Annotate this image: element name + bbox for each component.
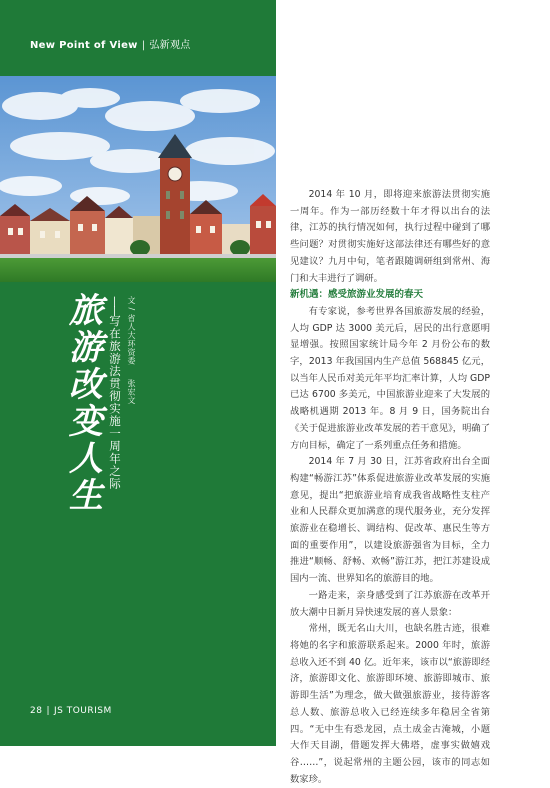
- article-paragraph: 2014 年 7 月 30 日，江苏省政府出台全面构建“畅游江苏”体系促进旅游业改革发展的实施意见，提出“把旅游业培育成我省战略性支柱产业和人民群众更加满意的现代服务业，充分发挥旅游业在稳增长、调结构、促改革、惠民生等方面的重要作用”，以建设旅游强省为目标，全力推进“顺畅、舒畅、欢畅”游江苏，把江苏建设成国内一流、世界知名的旅游目的地。: [290, 456, 490, 585]
- section-label-cn: 弘新观点: [149, 40, 191, 51]
- page-number: 28: [30, 706, 43, 716]
- section-header: [30, 36, 191, 51]
- section-label-en: New Point of View: [30, 40, 138, 51]
- page-footer: [30, 706, 112, 716]
- article-paragraph: 有专家说，参考世界各国旅游发展的经验，人均 GDP 达 3000 美元后，居民的出行意愿明显增强。按照国家统计局今年 2 月份公布的数字，2013 年我国国内生产总值 568845 亿元，以当年人民币对美元年平均汇率计算，人均 GDP 已达 6700 多美元，中国旅游业迎来了大发展的战略机遇期 2013 年。8 月 9 日，国务院出台《关于促进旅游业改革发展的若干意见》，明确了方向目标，确定了一系列重点任务和措施。: [290, 305, 490, 451]
- article-subtitle: [108, 296, 122, 526]
- left-green-panel: [0, 0, 276, 746]
- subtitle-text: 写在旅游法贯彻实施一周年之际: [108, 315, 122, 490]
- title-char: 游: [69, 328, 103, 368]
- article-paragraph: 一路走来，亲身感受到了江苏旅游在改革开放大潮中日新月异快速发展的喜人景象：: [290, 589, 490, 618]
- article-paragraph: 2014 年 10 月，即将迎来旅游法贯彻实施一周年。作为一部历经数十年才得以出台的法律，江苏的执行情况如何，执行过程中碰到了哪些问题？对贯彻实施好这部法律还有哪些好的意见建议？九月中旬，笔者跟随调研组到常州、海门和大丰进行了调研。: [290, 189, 490, 284]
- title-char: 改: [69, 365, 103, 405]
- subtitle-dash: ——: [108, 296, 122, 315]
- magazine-name: JS TOURISM: [54, 706, 112, 716]
- feature-photo: [0, 76, 276, 282]
- title-char: 旅: [69, 291, 103, 331]
- article-paragraph: 常州，既无名山大川，也缺名胜古迹，很难将她的名字和旅游联系起来。2000 年时，旅游总收入还不到 40 亿。近年来，该市以“旅游即经济，旅游即文化、旅游即环境、旅游即城市、旅游即生活”为理念，做大做强旅游业，接待游客总人数、旅游总收入已经连续多年稳居全省第四。“无中生有恐龙园，点土成金古淹城，小题大作天目湖，借题发挥大佛塔，虚事实做嬉戏谷……”，说起常州的主题公园，该市的同志如数家珍。: [290, 623, 490, 785]
- author-byline: [126, 296, 136, 496]
- footer-separator: |: [46, 706, 50, 716]
- title-char: 人: [69, 439, 103, 479]
- section-heading: 新机遇：感受旅游业发展的春天: [290, 289, 424, 301]
- byline-org: 文 / 省人大环资委: [127, 296, 136, 365]
- header-separator: |: [141, 40, 146, 51]
- title-char: 变: [69, 402, 103, 442]
- article-body: [290, 187, 490, 788]
- article-title: [64, 293, 108, 515]
- byline-author: 张宏文: [127, 378, 136, 405]
- title-char: 生: [69, 476, 103, 516]
